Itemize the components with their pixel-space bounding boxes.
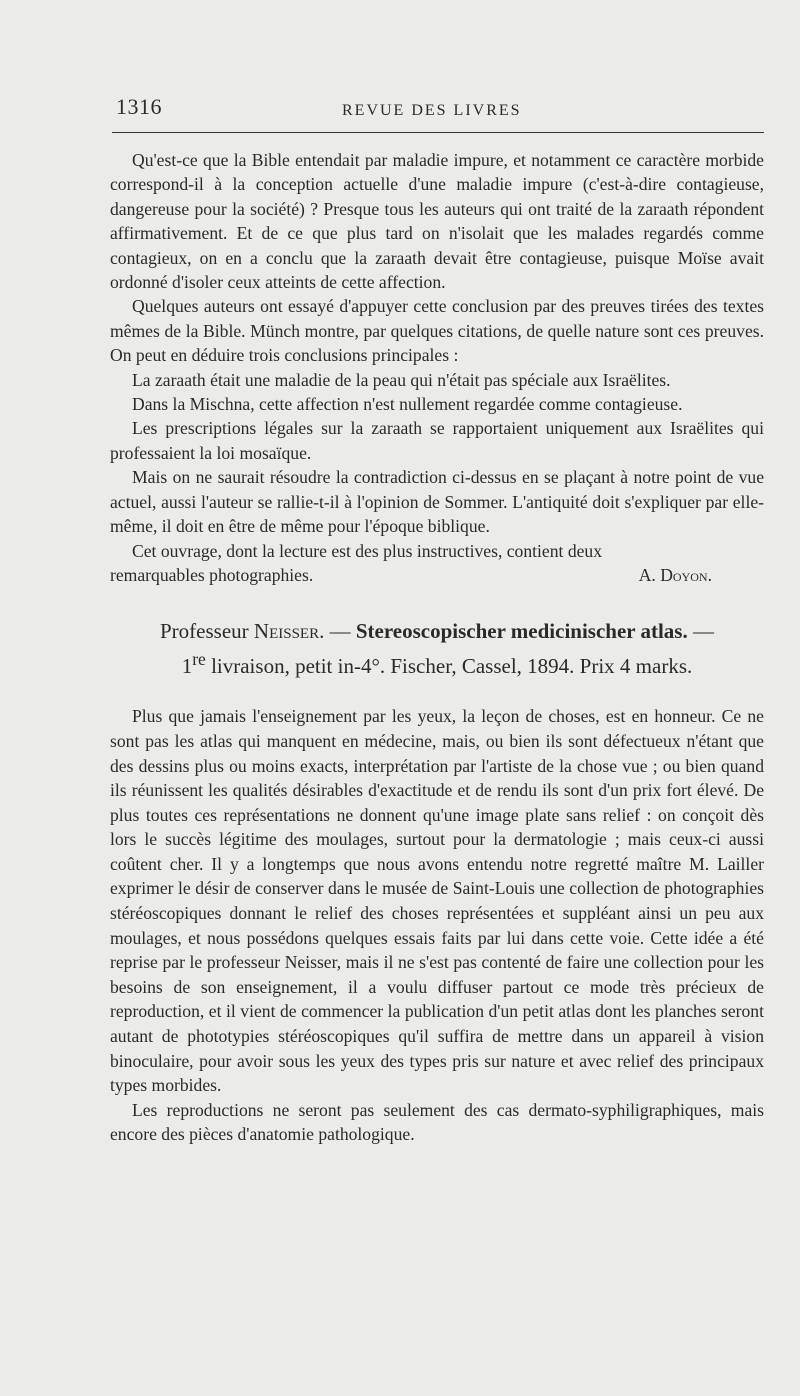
edition-number: 1 <box>181 654 193 679</box>
publication-details: livraison, petit in-4°. Fischer, Cassel, 1894. Prix 4 marks. <box>211 654 693 679</box>
reviewer-signature: A. Doyon. <box>638 564 712 585</box>
heading-dash: — <box>329 619 351 644</box>
paragraph: Cet ouvrage, dont la lecture est des plus instructives, contient deux <box>132 540 603 561</box>
closing-text: remarquables photographies. <box>110 564 314 585</box>
paragraph: Mais on ne saurait résoudre la contradiction ci-dessus en se plaçant à notre point de vue actuel, aussi l'auteur se rallie-t-il à l'opinion de Sommer. L'antiquité doit s'expliquer par elle-même, il doit en être de même pour l'époque biblique. <box>110 467 764 537</box>
paragraph: Plus que jamais l'enseignement par les yeux, la leçon de choses, est en honneur. Ce ne sont pas les atlas qui manquent en médecine, mais, ou bien ils sont défectueux n'étant que des dessins plus ou moins exacts, interprétation par l'artiste de la chose vue ; ou bien quand ils réunissent les qualités désirables d'exactitude et de rendu ils sont d'un prix fort élevé. De plus toutes ces représentations ne donnent qu'une image plate sans relief : on conçoit dès lors le succès légitime des moulages, surtout pour la dermatologie ; mais ceux-ci aussi coûtent cher. Il y a longtemps que nous avons entendu notre regretté maître M. Lailler exprimer le désir de conserver dans le musée de Saint-Louis une collection de photographies stéréoscopiques donnant le relief des choses représentées et suppléant ainsi un peu aux moulages, et nous possédons quelques essais faits par lui dans cette voie. Cette idée a été reprise par le professeur Neisser, mais il ne s'est pas contenté de faire une collection pour les besoins de son enseignement, il a voulu diffuser partout ce mode très précieux de reproduction, et il vient de commencer la publication d'un petit atlas dont les planches seront autant de phototypies stéréoscopiques qu'il suffira de mettre dans un appareil à vision binoculaire, pour avoir sous les yeux des types pris sur nature et avec relief des principaux types morbides. <box>110 706 764 1096</box>
page-header <box>112 92 764 133</box>
running-title: REVUE DES LIVRES <box>342 102 522 119</box>
book-title: Stereoscopischer medicinischer atlas. <box>355 619 688 644</box>
entry-heading <box>110 617 764 680</box>
paragraph: Qu'est-ce que la Bible entendait par maladie impure, et notamment ce caractère morbide correspond-il à la conception actuelle d'une maladie impure (c'est-à-dire contagieuse, dangereuse pour la société) ? Presque tous les auteurs qui ont traité de la zaraath répondent affirmativement. Et de ce que plus tard on n'isolait que les malades regardés comme contagieux, on en a conclu que la zaraath devait être contagieuse, puisque Moïse avait ordonné d'isoler ceux atteints de cette affection. <box>110 150 764 293</box>
page-number: 1316 <box>116 94 162 119</box>
closing-line <box>110 563 764 587</box>
review-zaraath <box>110 148 764 587</box>
paragraph: La zaraath était une maladie de la peau qui n'était pas spéciale aux Israëlites. <box>132 369 671 390</box>
paragraph: Dans la Mischna, cette affection n'est nullement regardée comme contagieuse. <box>132 394 683 415</box>
body-text <box>110 148 764 1147</box>
paragraph: Quelques auteurs ont essayé d'appuyer cette conclusion par des preuves tirées des textes mêmes de la Bible. Münch montre, par quelques citations, de quelle nature sont ces preuves. On peut en déduire trois conclusions principales : <box>110 296 764 366</box>
heading-line-1 <box>110 617 764 645</box>
author-name: Neisser. <box>253 619 325 644</box>
author-prefix: Professeur <box>160 619 249 644</box>
heading-dash: — <box>692 619 714 644</box>
paragraph: Les reproductions ne seront pas seulement des cas dermato-syphiligraphiques, mais encore des pièces d'anatomie pathologique. <box>110 1099 764 1145</box>
paragraph: Les prescriptions légales sur la zaraath se rapportaient uniquement aux Israëlites qui professaient la loi mosaïque. <box>110 418 764 463</box>
edition-superscript: re <box>192 649 206 670</box>
heading-line-2 <box>110 645 764 680</box>
review-neisser <box>110 617 764 1147</box>
